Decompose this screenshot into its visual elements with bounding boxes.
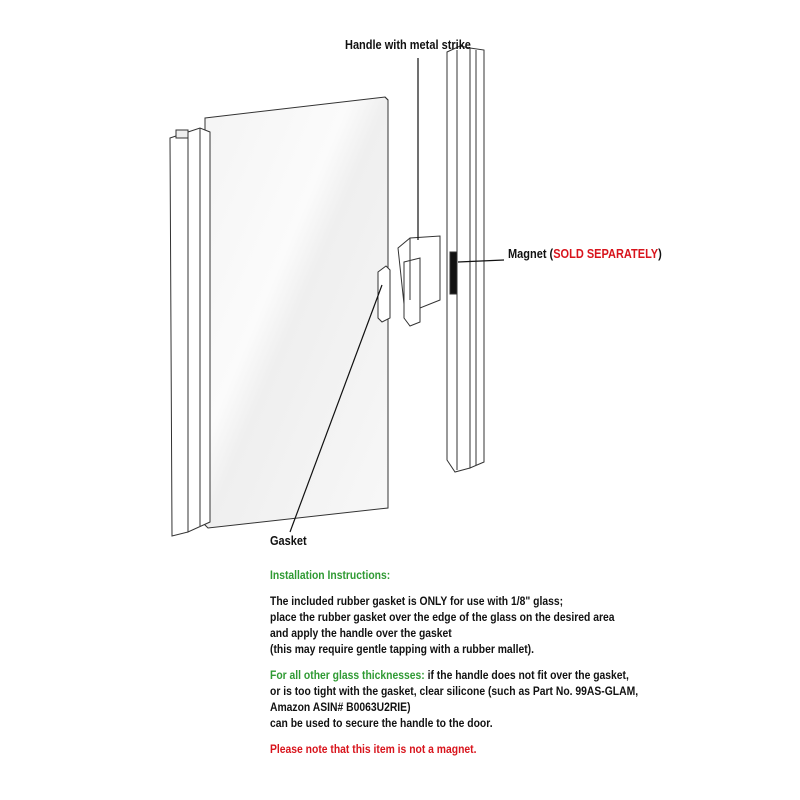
gasket-label: Gasket	[270, 534, 307, 548]
magnet-label-text: Magnet (	[508, 247, 554, 261]
other-thickness-lead: For all other glass thicknesses:	[270, 670, 425, 682]
instruction-line: place the rubber gasket over the edge of the glass on the desired area	[270, 612, 615, 624]
left-jamb	[170, 128, 210, 536]
handle-label: Handle with metal strike	[345, 38, 471, 52]
instruction-line: and apply the handle over the gasket	[270, 628, 452, 640]
instruction-line: can be used to secure the handle to the door.	[270, 718, 493, 730]
magnet-label	[508, 247, 662, 261]
instruction-line	[270, 668, 629, 684]
not-a-magnet-note: Please note that this item is not a magnet.	[270, 744, 477, 756]
instruction-text: if the handle does not fit over the gasket,	[424, 670, 629, 682]
magnet-label-close: )	[658, 247, 662, 261]
handle-strike	[398, 236, 440, 326]
glass-door-panel	[205, 97, 388, 528]
gasket-handle	[378, 266, 390, 322]
instruction-line: The included rubber gasket is ONLY for use with 1/8" glass;	[270, 596, 564, 608]
instruction-line: Amazon ASIN# B0063U2RIE)	[270, 702, 411, 714]
right-post	[447, 46, 484, 472]
magnet-slot	[450, 252, 457, 294]
sold-separately-note: SOLD SEPARATELY	[553, 247, 659, 261]
instructions-heading: Installation Instructions:	[270, 570, 391, 582]
instruction-line: (this may require gentle tapping with a rubber mallet).	[270, 644, 534, 656]
instruction-line: or is too tight with the gasket, clear silicone (such as Part No. 99AS-GLAM,	[270, 686, 639, 698]
